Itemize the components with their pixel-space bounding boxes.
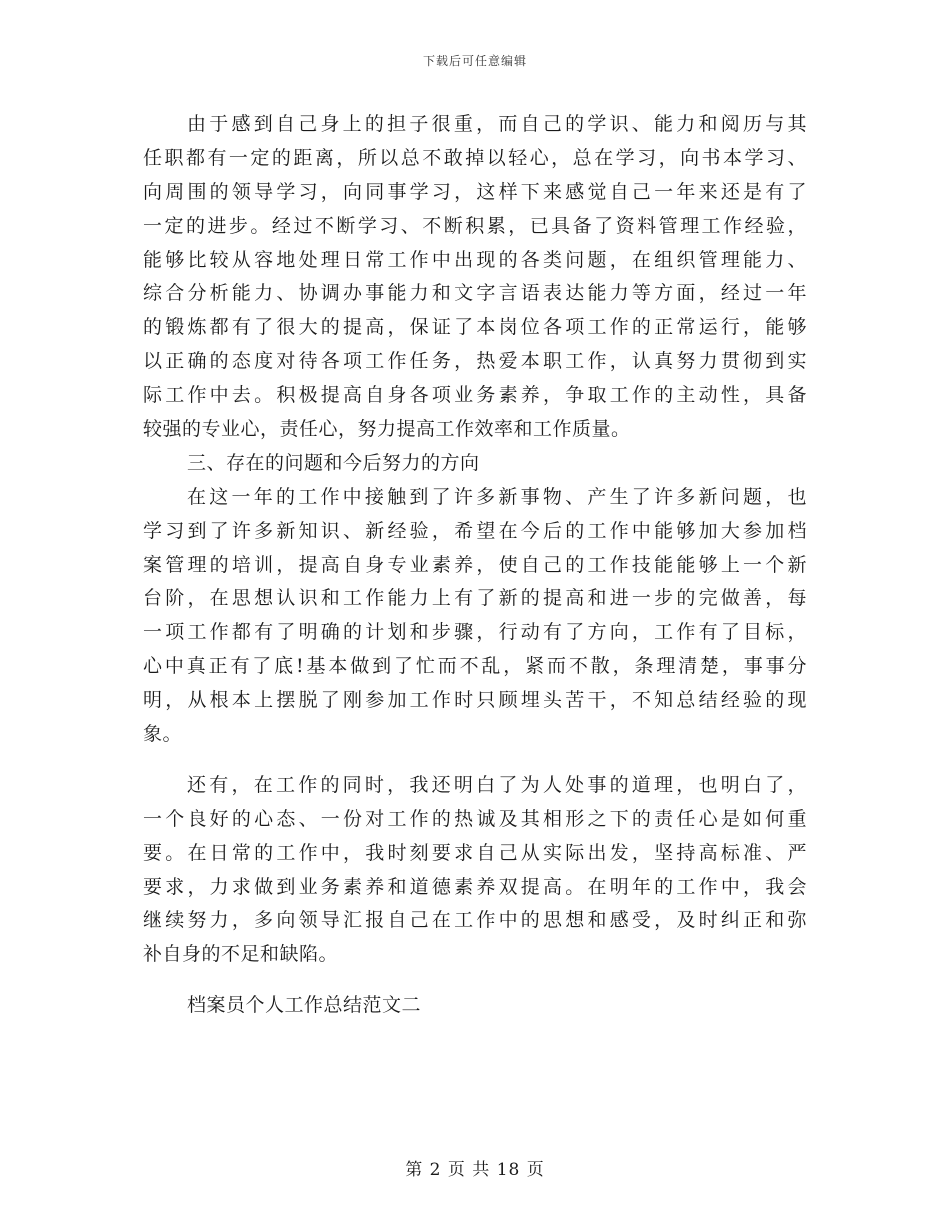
text-line: 任职都有一定的距离，所以总不敢掉以轻心，总在学习，向书本学习、 bbox=[143, 146, 807, 169]
text-line: 学习到了许多新知识、新经验，希望在今后的工作中能够加大参加档 bbox=[143, 519, 807, 542]
text-line: 一定的进步。经过不断学习、不断积累，已具备了资料管理工作经验， bbox=[143, 214, 807, 237]
text-line: 向周围的领导学习，向同事学习，这样下来感觉自己一年来还是有了 bbox=[143, 180, 807, 203]
paragraph-attitude bbox=[143, 769, 807, 972]
paragraph-gap bbox=[143, 752, 807, 769]
text-line: 还有，在工作的同时，我还明白了为人处事的道理，也明白了， bbox=[187, 773, 807, 796]
text-line: 台阶，在思想认识和工作能力上有了新的提高和进一步的完做善，每 bbox=[143, 587, 807, 610]
paragraph-gap bbox=[143, 972, 807, 989]
paragraph-experience bbox=[143, 108, 807, 447]
text-line: 的锻炼都有了很大的提高，保证了本岗位各项工作的正常运行，能够 bbox=[143, 316, 807, 339]
text-line: 综合分析能力、协调办事能力和文字言语表达能力等方面，经过一年 bbox=[143, 282, 807, 305]
text-line: 案管理的培训，提高自身专业素养，使自己的工作技能能够上一个新 bbox=[143, 553, 807, 576]
text-line: 能够比较从容地处理日常工作中出现的各类问题，在组织管理能力、 bbox=[143, 248, 807, 271]
title-line: 档案员个人工作总结范文二 bbox=[187, 994, 422, 1017]
page-header: 下载后可任意编辑 bbox=[422, 54, 527, 68]
text-line: 一个良好的心态、一份对工作的热诚及其相形之下的责任心是如何重 bbox=[143, 807, 807, 830]
text-line: 心中真正有了底!基本做到了忙而不乱，紧而不散，条理清楚，事事分 bbox=[143, 655, 807, 678]
page-number-footer: 第 2 页 共 18 页 bbox=[405, 1160, 545, 1180]
text-line: 补自身的不足和缺陷。 bbox=[143, 943, 339, 966]
heading-line: 三、存在的问题和今后努力的方向 bbox=[187, 451, 480, 474]
document-body bbox=[143, 108, 807, 1023]
text-line: 由于感到自己身上的担子很重，而自己的学识、能力和阅历与其 bbox=[187, 113, 807, 135]
text-line: 以正确的态度对待各项工作任务，热爱本职工作，认真努力贯彻到实 bbox=[143, 350, 807, 373]
section-heading bbox=[143, 447, 807, 481]
text-line: 较强的专业心，责任心，努力提高工作效率和工作质量。 bbox=[143, 418, 631, 441]
text-line: 继续努力，多向领导汇报自己在工作中的思想和感受，及时纠正和弥 bbox=[143, 909, 807, 932]
text-line: 要。在日常的工作中，我时刻要求自己从实际出发，坚持高标准、严 bbox=[143, 841, 807, 864]
text-line: 一项工作都有了明确的计划和步骤，行动有了方向，工作有了目标， bbox=[143, 621, 807, 644]
paragraph-problems bbox=[143, 481, 807, 752]
text-line: 要求，力求做到业务素养和道德素养双提高。在明年的工作中，我会 bbox=[143, 875, 807, 898]
text-line: 象。 bbox=[143, 723, 183, 746]
next-article-title bbox=[143, 989, 807, 1023]
text-line: 在这一年的工作中接触到了许多新事物、产生了许多新问题，也 bbox=[187, 485, 807, 508]
text-line: 明，从根本上摆脱了刚参加工作时只顾埋头苦干，不知总结经验的现 bbox=[143, 689, 807, 712]
text-line: 际工作中去。积极提高自身各项业务素养，争取工作的主动性，具备 bbox=[143, 384, 807, 407]
